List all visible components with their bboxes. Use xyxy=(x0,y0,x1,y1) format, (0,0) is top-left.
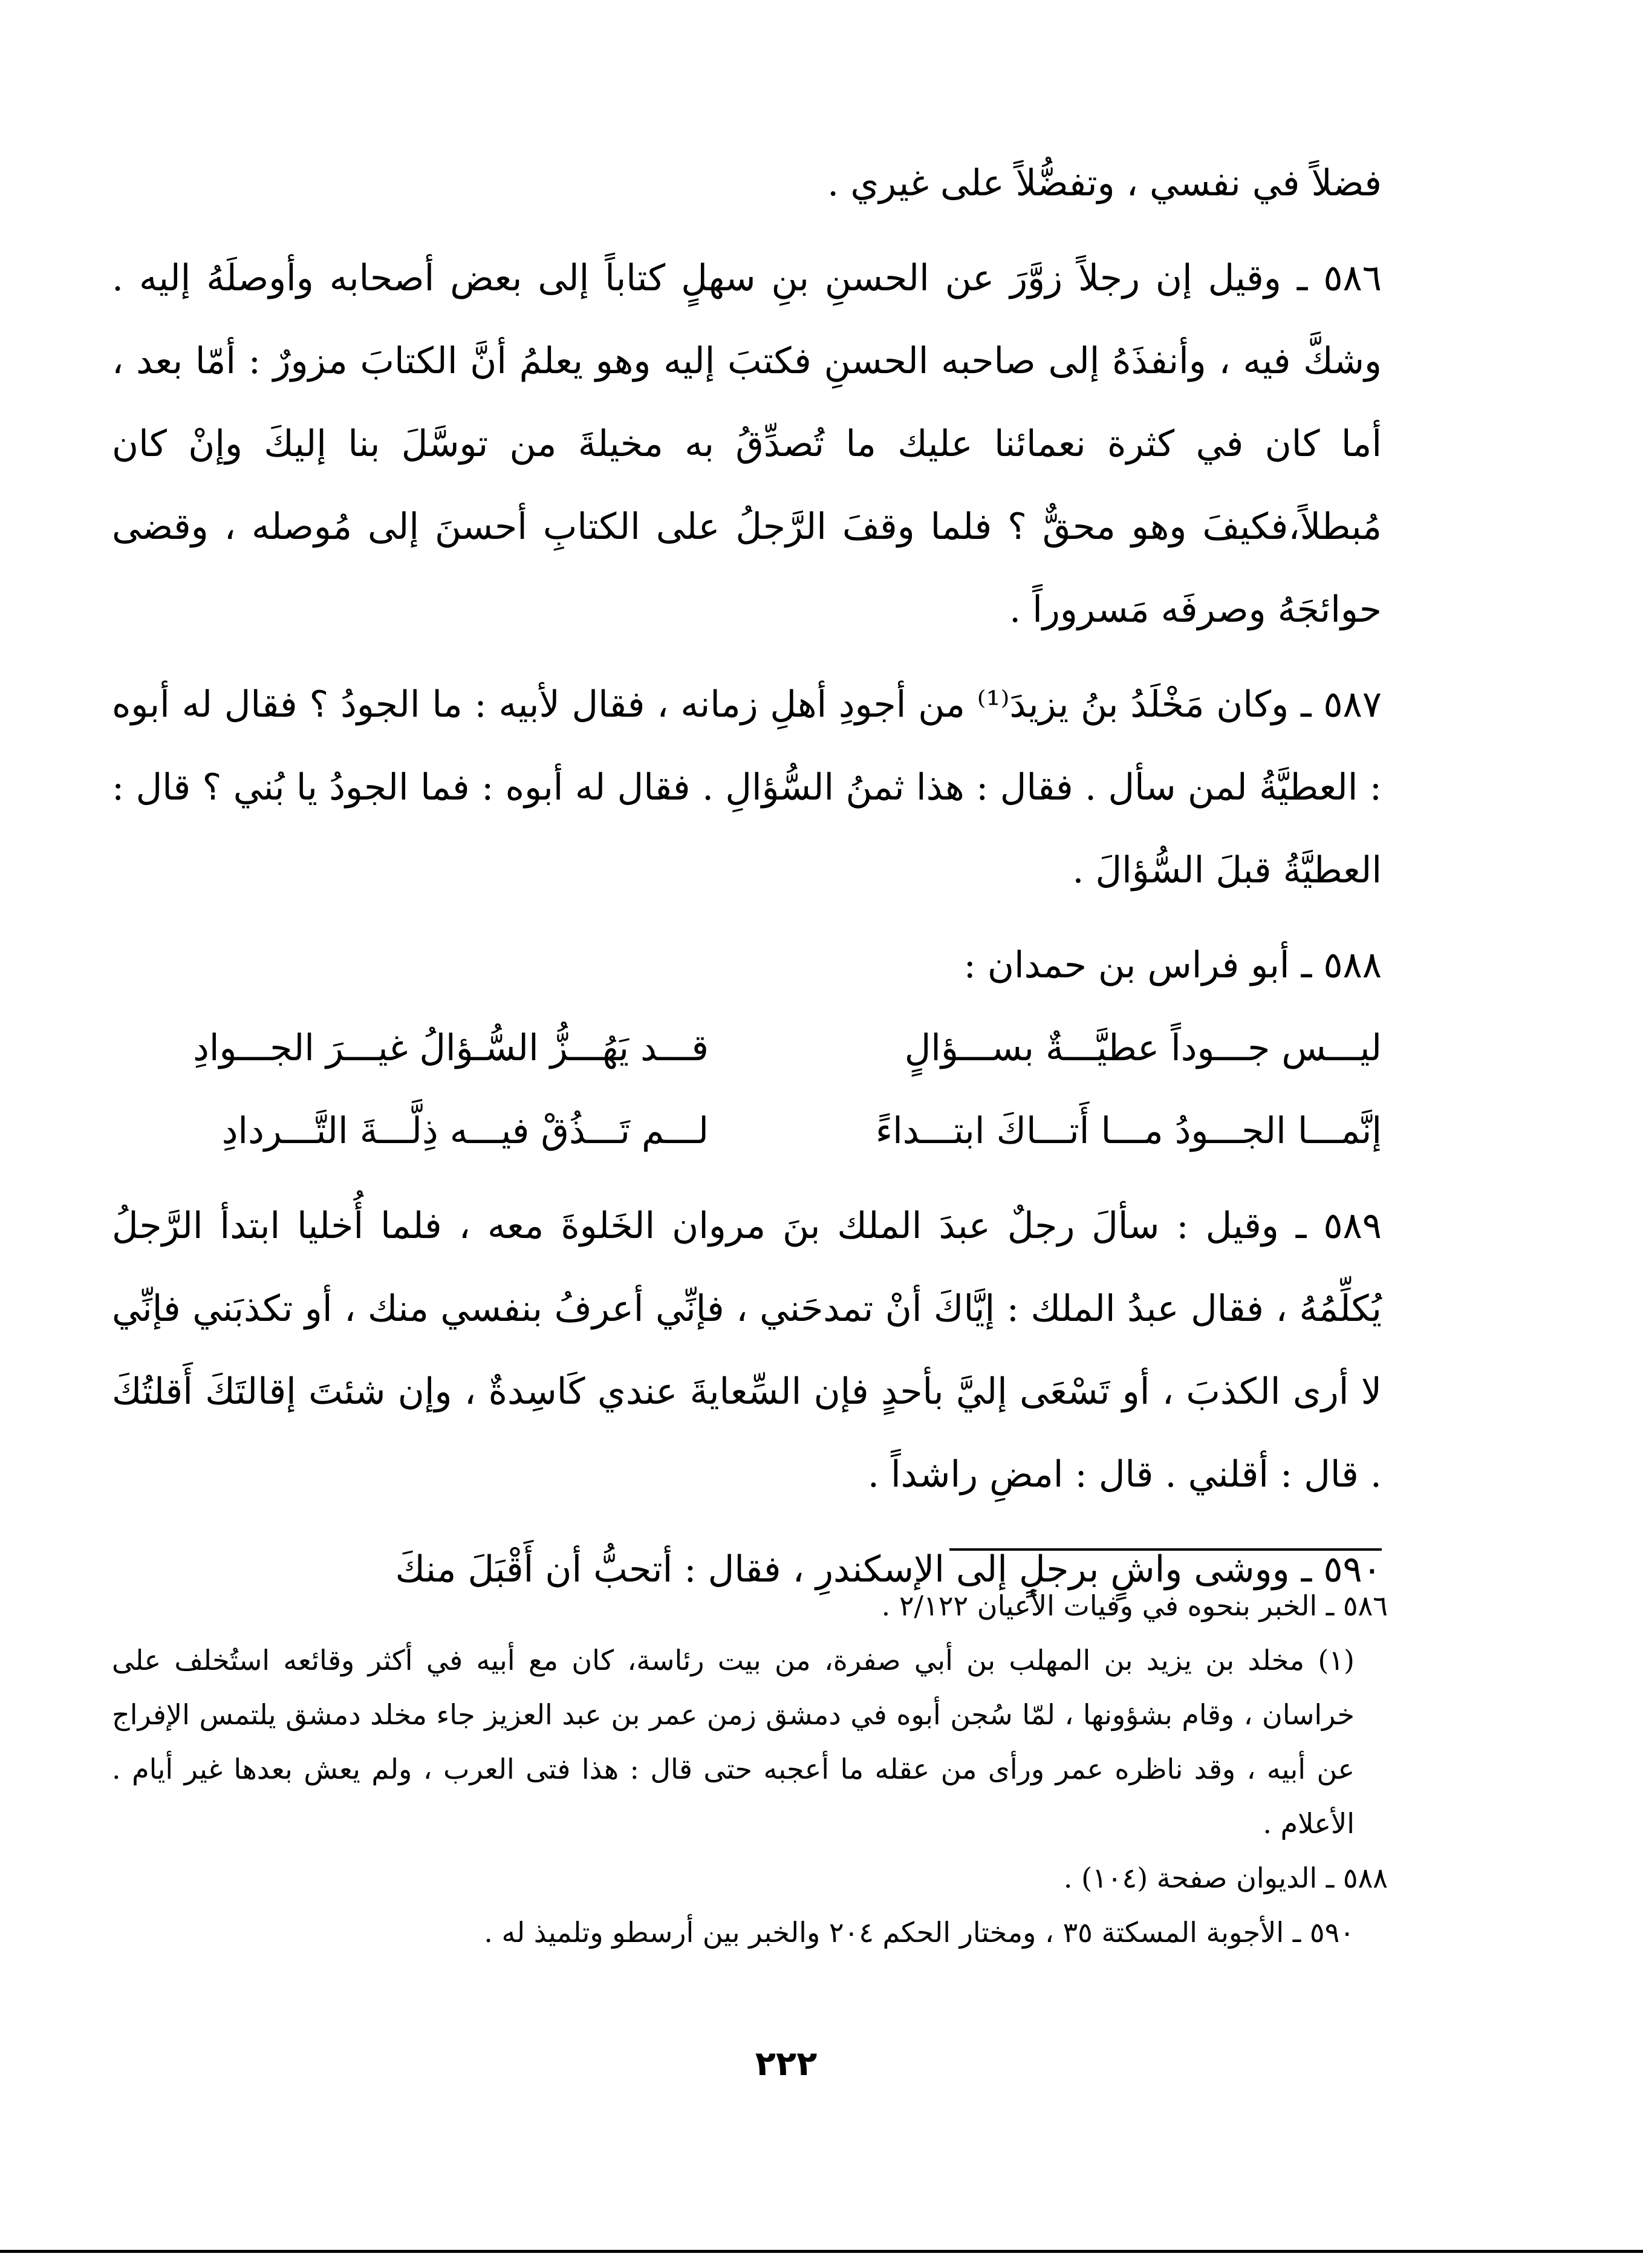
verse-1-second-hemistich: قـــد يَهُـــزُّ السُّـؤالُ غيـــرَ الجـــوادِ xyxy=(193,1027,709,1069)
footnote-divider xyxy=(949,1548,1382,1551)
paragraph-588-heading: ٥٨٨ ـ أبو فراس بن حمدان : xyxy=(963,944,1382,986)
verse-line-2 xyxy=(112,1090,1382,1173)
paragraph-589: ٥٨٩ ـ وقيل : سألَ رجلٌ عبدَ الملك بنَ مروان الخَلوةَ معه ، فلما أُخليا ابتدأ الرَّجلُ يُكلِّمُهُ ، فقال عبدُ الملك : إيَّاكَ أنْ تمدحَني ، فإنِّي أعرفُ بنفسي منك ، أو تكذبَني فإنِّي لا أرى الكذبَ ، أو تَسْعَى إليَّ بأحدٍ فإن السِّعايةَ عندي كَاسِدةٌ ، وإن شئتَ إقالتَكَ أَقلتُكَ . قال : أقلني . قال : امضِ راشداً . xyxy=(112,1205,1382,1496)
paragraph-587: ٥٨٧ ـ وكان مَخْلَدُ بنُ يزيدَ⁽¹⁾ من أجودِ أهلِ زمانه ، فقال لأبيه : ما الجودُ ؟ فقال له أبوه : العطيَّةُ لمن سأل . فقال : هذا ثمنُ السُّؤالِ . فقال له أبوه : فما الجودُ يا بُني ؟ قال : العطيَّةُ قبلَ السُّؤالَ . xyxy=(112,683,1382,891)
footnotes xyxy=(112,1579,1388,1960)
footnote-590: ٥٩٠ ـ الأجوبة المسكتة ٣٥ ، ومختار الحكم ٢٠٤ والخبر بين أرسطو وتلميذ له . xyxy=(484,1916,1355,1949)
verse-2-first-hemistich: إنَّمـــا الجـــودُ مـــا أَتـــاكَ ابتـــداءً xyxy=(875,1110,1382,1152)
paragraph-590: ٥٩٠ ـ ووشى واشٍ برجلٍ إلى الإسكندرِ ، فقال : أتحبُّ أن أَقْبَلَ منكَ xyxy=(395,1548,1382,1591)
verse-line-1 xyxy=(112,1007,1382,1090)
page-number: ٢٢٢ xyxy=(755,2044,818,2084)
verse-2-second-hemistich: لـــم تَـــذُقْ فيـــه ذِلَّـــةَ التَّـــردادِ xyxy=(221,1110,709,1152)
verse-1-first-hemistich: ليـــس جـــوداً عطيَّـــةٌ بســـؤالٍ xyxy=(904,1027,1382,1069)
paragraph-586: ٥٨٦ ـ وقيل إن رجلاً زوَّرَ عن الحسنِ بنِ سهلٍ كتاباً إلى بعض أصحابه وأوصلَهُ إليه . وشكَّ فيه ، وأنفذَهُ إلى صاحبه الحسنِ فكتبَ إليه وهو يعلمُ أنَّ الكتابَ مزورٌ : أمّا بعد ، أما كان في كثرة نعمائنا عليك ما تُصدِّقُ به مخيلةَ من توسَّلَ بنا إليكَ وإنْ كان مُبطلاً،فكيفَ وهو محقٌّ ؟ فلما وقفَ الرَّجلُ على الكتابِ أحسنَ إلى مُوصله ، وقضى حوائجَهُ وصرفَه مَسروراً . xyxy=(112,257,1382,631)
bottom-border xyxy=(0,2250,1643,2253)
paragraph-intro: فضلاً في نفسي ، وتفضُّلاً على غيري . xyxy=(827,162,1382,204)
footnote-586: ٥٨٦ ـ الخبر بنحوه في وفيات الأعيان ٢/١٢٢ . xyxy=(881,1589,1388,1622)
main-text xyxy=(112,142,1382,1611)
footnote-588: ٥٨٨ ـ الديوان صفحة (١٠٤) . xyxy=(1063,1862,1388,1894)
footnote-1: (١) مخلد بن يزيد بن المهلب بن أبي صفرة، من بيت رئاسة، كان مع أبيه في أكثر وقائعه استُخلف على خراسان ، وقام بشؤونها ، لمّا سُجن أبوه في دمشق زمن عمر بن عبد العزيز جاء مخلد دمشق يلتمس الإفراج عن أبيه ، وقد ناظره عمر ورأى من عقله ما أعجبه حتى قال : هذا فتى العرب ، ولم يعش بعدها غير أيام . الأعلام . xyxy=(112,1644,1355,1840)
